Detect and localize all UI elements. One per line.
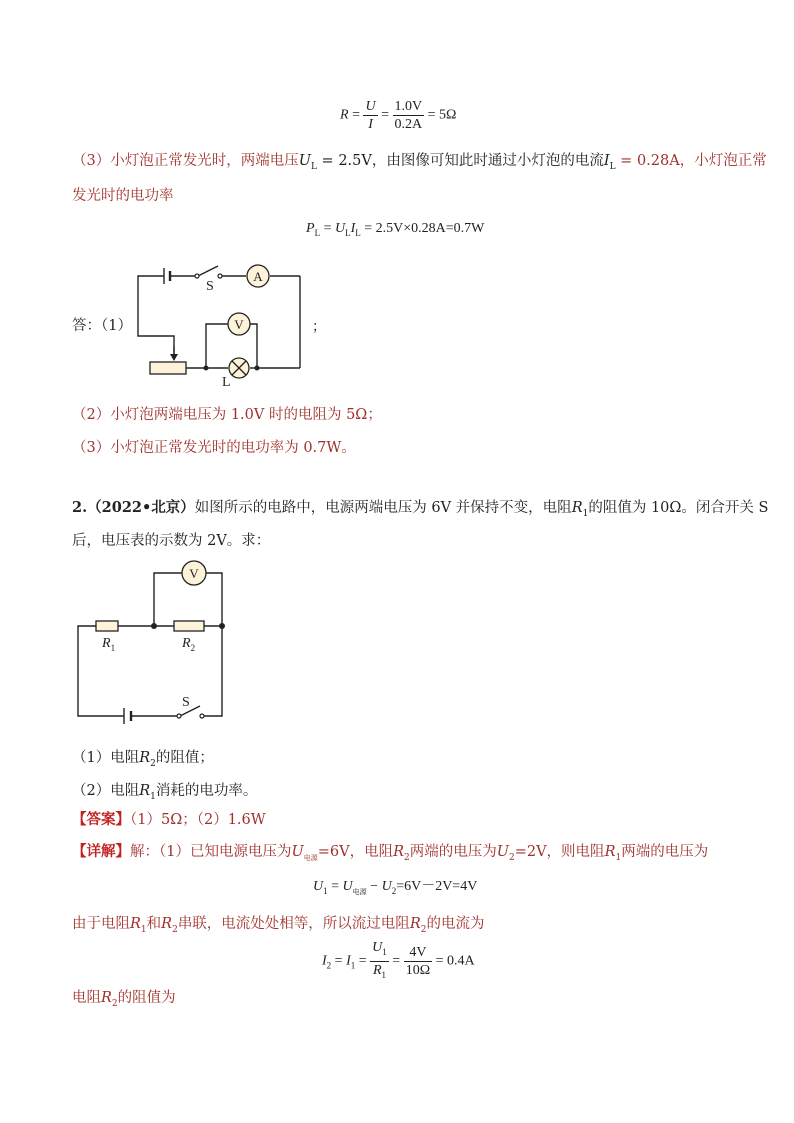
question-2-line2: 后，电压表的示数为 2V。求： bbox=[72, 533, 271, 549]
answer-3: （3）小灯泡正常发光时的电功率为 0.7W。 bbox=[72, 440, 356, 456]
circuit-diagram-1 bbox=[130, 258, 310, 388]
answer-suffix: ； bbox=[312, 319, 326, 335]
equation-voltage: $U_1 = U_{电源} - U_2=6V-2V=4V$ bbox=[313, 879, 478, 896]
answer-line bbox=[72, 810, 266, 830]
svg-text:A: A bbox=[253, 269, 263, 284]
switch-label: S bbox=[182, 695, 190, 710]
text: = 0.28A，小灯泡正常 bbox=[615, 153, 767, 169]
resistor-r2-icon bbox=[174, 621, 204, 631]
voltmeter-icon bbox=[228, 313, 250, 335]
eq-result: 5Ω bbox=[439, 107, 457, 123]
detail-line: 【详解】解：（1）已知电源电压为$U_{电源}=6V$，电阻$R_2$两端的电压为$U_2=2V$，则电阻$R_1$两端的电压为 bbox=[72, 843, 709, 863]
text: （3）小灯泡正常发光时，两端电压 bbox=[72, 153, 299, 169]
eq-symbol: R bbox=[340, 107, 349, 123]
series-line: 由于电阻$R_1$和$R_2$串联，电流处处相等，所以流过电阻$R_2$的电流为 bbox=[72, 916, 485, 935]
r2-label: $R_2$ bbox=[182, 636, 196, 653]
circuit-diagram-2 bbox=[70, 558, 240, 726]
equation-power: $P_L = U_LI_L = 2.5V\times 0.28A=0.7W$ bbox=[306, 221, 485, 238]
answer-prefix: 答：（1） bbox=[72, 318, 132, 334]
equation-resistance: R = $\frac{U}{I}$ = $\frac{1.0V}{0.2A}$ = 5Ω bbox=[340, 99, 457, 132]
last-line: 电阻$R_2$的阻值为 bbox=[72, 990, 176, 1009]
sub-question-2: （2）电阻$R_1$消耗的电功率。 bbox=[72, 783, 258, 802]
part3-line: （3）小灯泡正常发光时，两端电压$U_L = 2.5V$，由图像可知此时通过小灯泡的电流$I_L = 0.28A$，小灯泡正常 bbox=[72, 153, 767, 172]
part3-line2: 发光时的电功率 bbox=[72, 188, 174, 204]
resistor-r1-icon bbox=[96, 621, 118, 631]
voltmeter-icon bbox=[182, 561, 206, 585]
lamp-icon bbox=[229, 358, 249, 378]
equation-current: $I_2 = I_1$ = $\frac{U_1}{R_1}$ = $\frac{4V}{10\Omega}$ = 0.4A bbox=[322, 940, 475, 980]
fraction-values: $\frac{1.0V}{0.2A}$ bbox=[394, 99, 423, 132]
lamp-label: L bbox=[222, 375, 231, 388]
rheostat-icon bbox=[150, 346, 186, 374]
svg-text:V: V bbox=[189, 566, 199, 581]
fraction-u-over-i: $\frac{U}{I}$ bbox=[365, 99, 376, 132]
detail-tag: 【详解】 bbox=[72, 843, 130, 860]
sub-question-1: （1）电阻$R_2$的阻值； bbox=[72, 750, 214, 769]
answer-2: （2）小灯泡两端电压为 1.0V 时的电阻为 5Ω； bbox=[72, 407, 382, 423]
switch-label: S bbox=[206, 279, 214, 294]
r1-label: $R_1$ bbox=[102, 636, 116, 653]
question-2-line1: 2.（2022•北京）如图所示的电路中，电源两端电压为 6V 并保持不变，电阻$R_1$的阻值为 10Ω。闭合开关 S bbox=[72, 499, 769, 519]
answer-text: （1）5Ω；（2）1.6W bbox=[130, 812, 266, 828]
ammeter-icon bbox=[247, 265, 269, 287]
answer-tag: 【答案】 bbox=[72, 811, 130, 828]
svg-text:V: V bbox=[234, 317, 244, 332]
